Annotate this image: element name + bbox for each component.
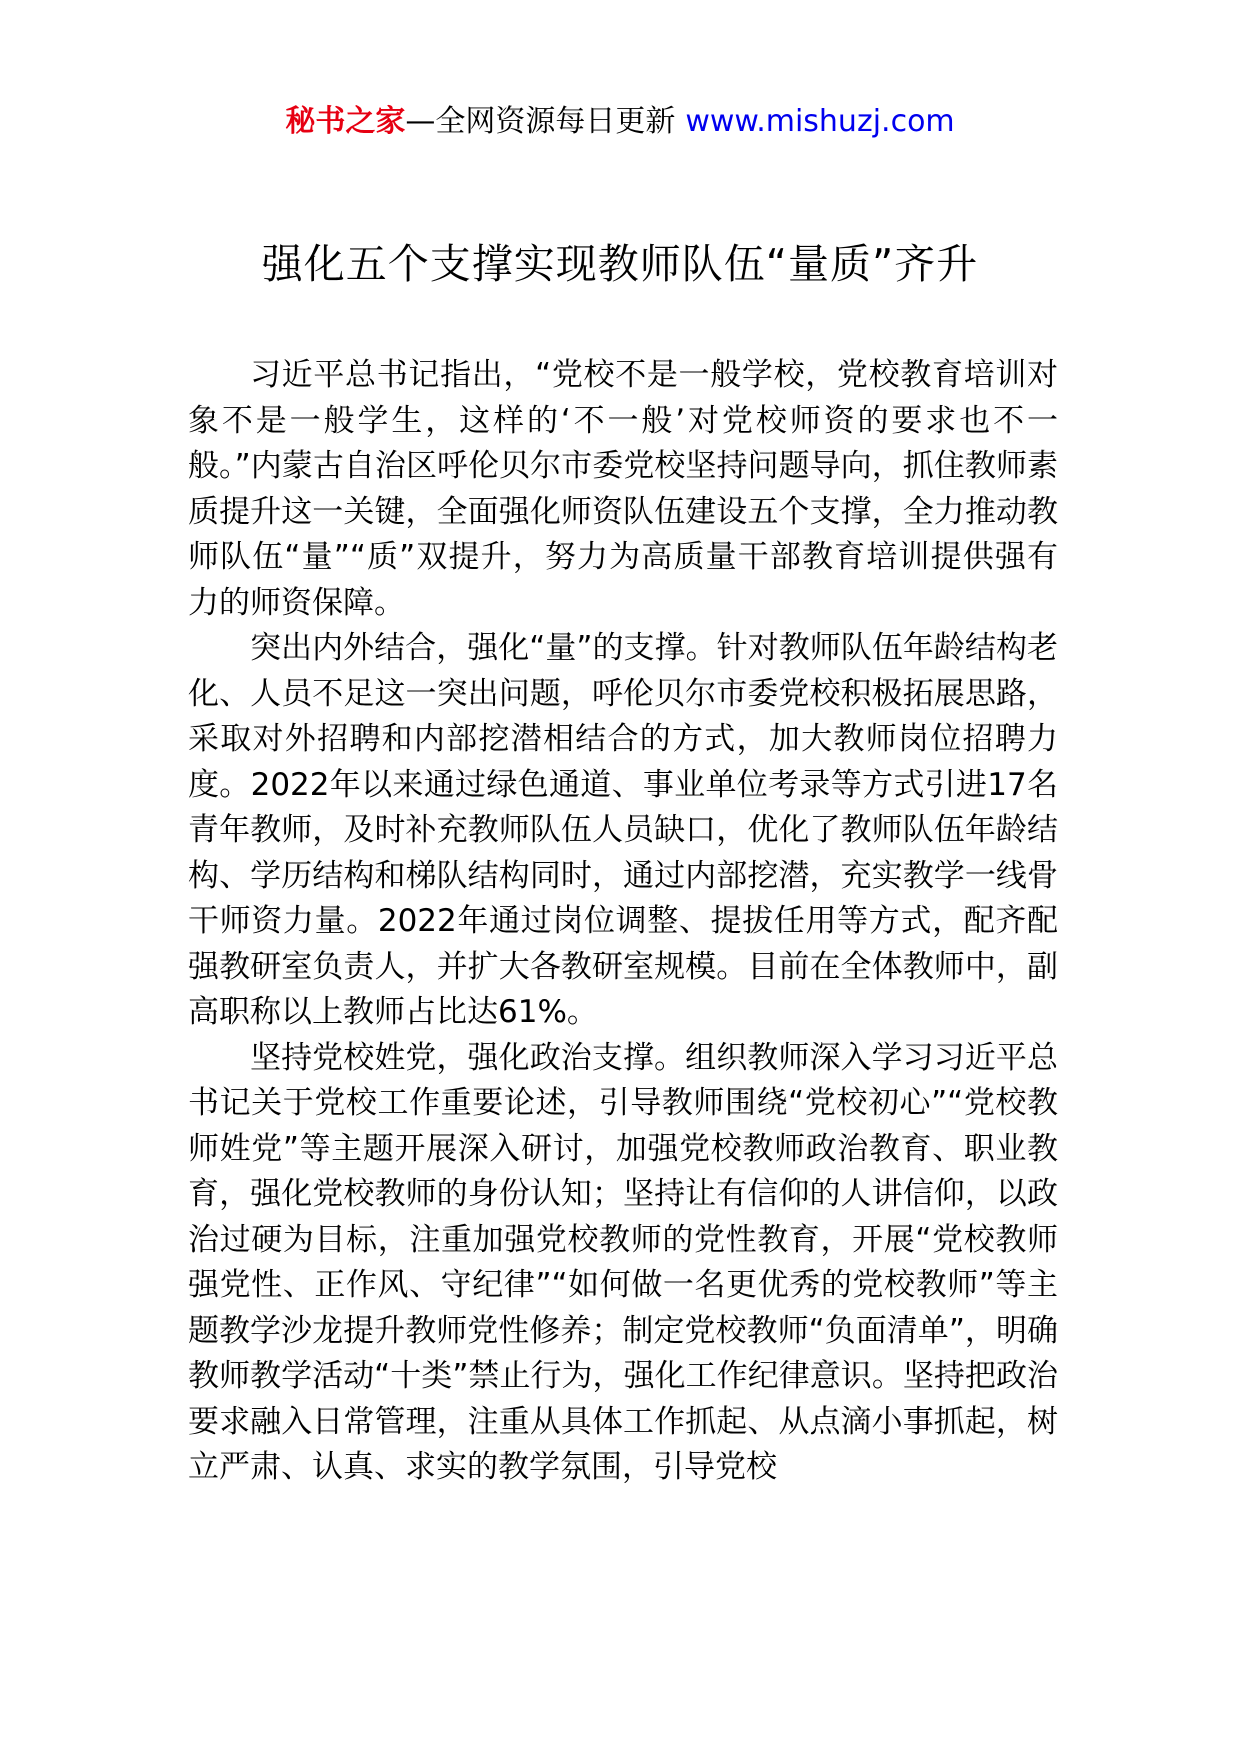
brand-name: 秘书之家: [285, 104, 406, 139]
header-tagline: —全网资源每日更新: [405, 104, 676, 139]
paragraph: 突出内外结合，强化“量”的支撑。针对教师队伍年龄结构老化、人员不足这一突出问题，呼伦贝尔市委党校积极拓展思路，采取对外招聘和内部挖潜相结合的方式，加大教师岗位招聘力度。2022年以来通过绿色通道、事业单位考录等方式引进17名青年教师，及时补充教师队伍人员缺口，优化了教师队伍年龄结构、学历结构和梯队结构同时，通过内部挖潜，充实教学一线骨干师资力量。2022年通过岗位调整、提拔任用等方式，配齐配强教研室负责人，并扩大各教研室规模。目前在全体教师中，副高职称以上教师占比达61%。: [188, 630, 1058, 1030]
paragraph: 习近平总书记指出，“党校不是一般学校，党校教育培训对象不是一般学生，这样的‘不一般’对党校师资的要求也不一般。”内蒙古自治区呼伦贝尔市委党校坚持问题导向，抓住教师素质提升这一关键，全面强化师资队伍建设五个支撑，全力推动教师队伍“量”“质”双提升，努力为高质量干部教育培训提供强有力的师资保障。: [188, 357, 1058, 621]
document-body: [188, 353, 1058, 1491]
document-title: 强化五个支撑实现教师队伍“量质”齐升: [261, 240, 979, 288]
paragraph: 坚持党校姓党，强化政治支撑。组织教师深入学习习近平总书记关于党校工作重要论述，引导教师围绕“党校初心”“党校教师姓党”等主题开展深入研讨，加强党校教师政治教育、职业教育，强化党校教师的身份认知；坚持让有信仰的人讲信仰，以政治过硬为目标，注重加强党校教师的党性教育，开展“党校教师强党性、正作风、守纪律”“如何做一名更优秀的党校教师”等主题教学沙龙提升教师党性修养；制定党校教师“负面清单”，明确教师教学活动“十类”禁止行为，强化工作纪律意识。坚持把政治要求融入日常管理，注重从具体工作抓起、从点滴小事抓起，树立严肃、认真、求实的教学氛围，引导党校: [188, 1039, 1058, 1485]
site-url-link[interactable]: www.mishuzj.com: [685, 104, 955, 139]
site-header: [0, 100, 1240, 144]
